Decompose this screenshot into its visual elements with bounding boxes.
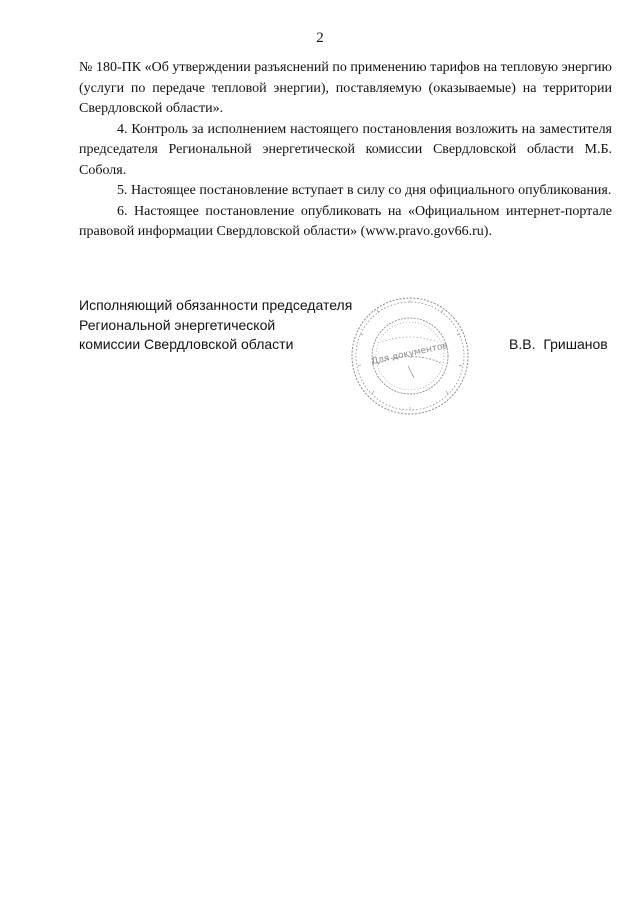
signatory-position <box>79 296 352 355</box>
paragraph-4: 4. Контроль за исполнением настоящего постановления возложить на заместителя председателя Региональной энергетической комиссии Свердловской области М.Б. Соболя. <box>79 121 612 178</box>
paragraph-continuation: № 180-ПК «Об утверждении разъяснений по применению тарифов на тепловую энергию (услуги по передаче тепловой энергии), поставляемую (оказываемые) на территории Свердловской области». <box>79 60 612 116</box>
seal-inner-text: Для документов <box>370 341 449 368</box>
paragraph-5: 5. Настоящее постановление вступает в силу со дня официального опубликования. <box>117 183 612 198</box>
document-body <box>79 58 612 243</box>
position-line-1: Исполняющий обязанности председателя <box>79 297 353 313</box>
position-line-3: комиссии Свердловской области <box>79 336 294 352</box>
official-seal-stamp <box>348 294 472 418</box>
page-number: 2 <box>316 30 324 46</box>
position-line-2: Региональной энергетической <box>79 316 276 333</box>
signatory-name: В.В. Гришанов <box>509 336 608 352</box>
paragraph-6: 6. Настоящее постановление опубликовать на «Официальном интернет-портале правовой информации Свердловской области» (www.pravo.gov66.ru). <box>79 203 612 239</box>
